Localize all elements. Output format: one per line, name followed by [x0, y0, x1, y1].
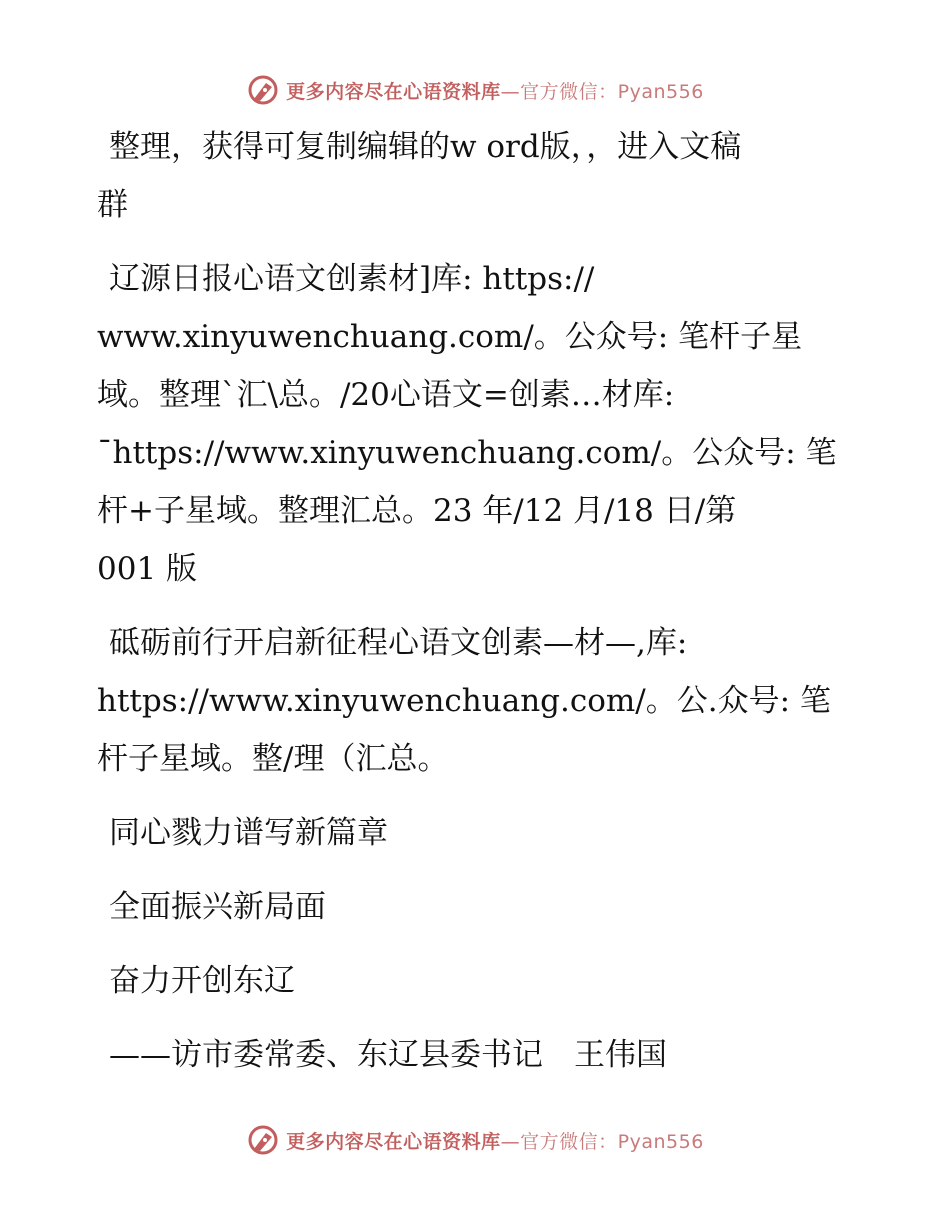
- text-line: 杆子星域。整/理（汇总。: [97, 741, 449, 777]
- text-line: 杆+子星域。整理汇总。23 年/12 月/18 日/第: [97, 493, 737, 529]
- text-line: 奋力开创东辽: [109, 963, 295, 999]
- text-line: 砥砺前行开启新征程心语文创素—材—,库:: [109, 625, 688, 661]
- text-line: 全面振兴新局面: [109, 889, 326, 925]
- document-body: [97, 118, 857, 1100]
- paragraph-1: [97, 118, 857, 234]
- heading-line-3: [97, 952, 857, 1010]
- pen-nib-circle-icon: [246, 73, 280, 107]
- text-line: www.xinyuwenchuang.com/。公众号: 笔杆子星: [97, 319, 803, 355]
- heading-line-2: [97, 878, 857, 936]
- text-line: 整理，获得可复制编辑的w ord版，，进入文稿: [109, 129, 742, 165]
- text-line: ——访市委常委、东辽县委书记 王伟国: [109, 1037, 667, 1073]
- subtitle-line: [97, 1026, 857, 1084]
- paragraph-3: [97, 614, 857, 788]
- text-line: 域。整理`汇\总。/20心语文=创素…材库:: [97, 377, 675, 413]
- footer-watermark: [0, 1120, 950, 1160]
- heading-line-1: [97, 804, 857, 862]
- text-line: 辽源日报心语文创素材]库: https://: [109, 261, 595, 297]
- watermark-text: 更多内容尽在心语资料库—官方微信：Pyan556: [286, 1130, 704, 1153]
- watermark-text: 更多内容尽在心语资料库—官方微信：Pyan556: [286, 80, 704, 103]
- pen-nib-circle-icon: [246, 1123, 280, 1157]
- header-watermark: [0, 70, 950, 110]
- paragraph-2: [97, 250, 857, 598]
- text-line: 同心戮力谱写新篇章: [109, 815, 388, 851]
- text-line: 001 版: [97, 551, 198, 587]
- text-line: ¯https://www.xinyuwenchuang.com/。公众号: 笔: [97, 435, 837, 471]
- text-line: https://www.xinyuwenchuang.com/。公.众号: 笔: [97, 683, 831, 719]
- text-line: 群: [97, 187, 128, 223]
